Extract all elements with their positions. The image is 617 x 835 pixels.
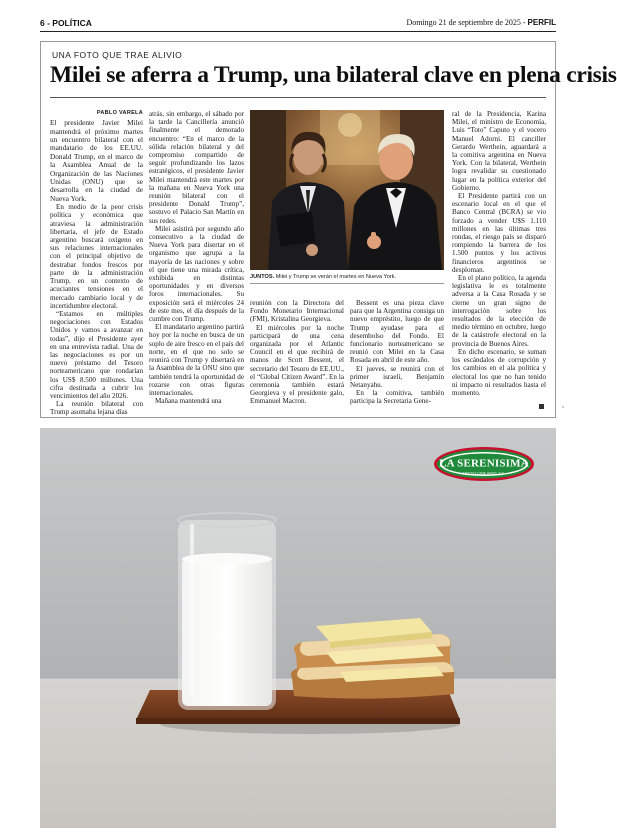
article-column-5	[452, 110, 546, 412]
paragraph: El jueves, se reunirá con el primer israelí, Benjamín Netanyahu.	[350, 364, 444, 390]
headline-divider	[50, 97, 546, 98]
milk-cheese-ad-image	[40, 428, 556, 828]
article-column-4	[350, 299, 444, 411]
caption-text: Milei y Trump se verán el martes en Nueva York.	[274, 274, 397, 280]
paragraph: reunión con la Directora del Fondo Monetario Internacional (FMI), Kristalina Georgieva.	[250, 299, 344, 324]
advertisement[interactable]	[40, 428, 556, 828]
paragraph: En medio de la peor crisis política y económica que atraviesa la administración libertaria, el jefe de Estado argentino buscará oxígeno en sus relaciones internacionales con el principal objetivo de destrabar fondos frescos por parte de la administración Trump, en un contexto de acuciantes tensiones en el mercado cambiario local y de incertidumbre electoral.	[50, 203, 143, 310]
date-text: Domingo 21 de septiembre de 2025 -	[406, 18, 526, 27]
paragraph: El Presidente partirá con un escenario local en el que el Banco Central (BCRA) se vio forzado a vender U$S 1.110 millones en las últimas tres rondas, el riesgo país se disparó rompiendo la barrera de los 1.500 puntos y los activos financieros argentinos se desploman.	[452, 192, 546, 274]
end-of-article-mark	[539, 404, 544, 409]
byline: PABLO VARELA	[96, 110, 143, 116]
article-column-3	[250, 299, 344, 411]
caption-divider	[250, 283, 444, 284]
paragraph: ral de la Presidencia, Karina Milei, el ministro de Economía, Luis “Toto” Caputo y el vocero Manuel Adorni. El canciller Gerardo Werthein, aguardará a la comitiva argentina en Nueva York. Con la bilateral, Werthein logra revalidar su cuestionado lugar en la política exterior del Gobierno.	[452, 110, 546, 192]
paragraph: El mandatario argentino partirá hoy por la noche en busca de un soplo de aire fresco en el país del norte, en el que no solo se reunirá con Trump y disertará en la Asamblea de la ONU sino que también tendrá la oportunidad de rozarse con otras figuras internacionales.	[149, 323, 244, 397]
section-label: 6 - POLÍTICA	[40, 18, 92, 28]
newspaper-name: PERFIL	[527, 18, 556, 27]
milei-trump-photo	[250, 110, 444, 270]
news-photo	[250, 110, 444, 270]
paragraph: En dicho escenario, se suman los escándalos de corrupción y los cambios en el ala política y electoral los que no han tenido ni impacto ni resultados hasta el momento.	[452, 347, 546, 397]
caption-lead: JUNTOS.	[250, 274, 275, 280]
brand-name: LA SERENISIMA	[439, 457, 529, 470]
paragraph: En el plano político, la agenda legislativa le es totalmente adversa a la Casa Rosada y se cierne un gran signo de interrogación sobre los resultados de la elección de medio término en octubre, luego de la catástrofe electoral en la provincia de Buenos Aires.	[452, 274, 546, 348]
header-divider	[40, 31, 556, 32]
margin-dot	[562, 406, 564, 408]
paragraph: El miércoles por la noche participará de una cena organizada por el Atlantic Council en el que recibirá de manos de Scott Bessent, el secretario del Tesoro de EE.UU., el “Global Citizen Award”. En la ceremonia también estará Georgieva y el presidente galo, Emmanuel Macron.	[250, 323, 344, 406]
paragraph: Mañana mantendrá una	[155, 397, 222, 406]
photo-caption	[250, 274, 444, 280]
brand-subtitle: MASTELLONE HNOS. S.A.	[463, 471, 505, 476]
article-column-2	[149, 110, 244, 410]
paragraph: Milei asistirá por segundo año consecutivo a la ciudad de Nueva York para disertar en el organismo que agrupa a la mayoría de las naciones y sobre el que tiene una mirada crítica, exhibida en distintas oportunidades y en diversos foros internacionales. Su exposición será el miércoles 24 de este mes, el día después de la cumbre con Trump.	[149, 224, 244, 324]
paragraph: “Estamos en múltiples negociaciones con Estados Unidos y vamos a avanzar en todas”, dijo el Presidente ayer en una entrevista radial. Una de las negociaciones es por un nuevo préstamo del Tesoro norteamericano que rondarían los US$ 8.500 millones. Una cifra destinada a cubrir los vencimientos del año 2026.	[50, 309, 143, 400]
paragraph: atrás, sin embargo, el sábado por la tarde la Cancillería anunció finalmente el demorado encuentro: “En el marco de la sólida relación bilateral y del compromiso compartido de seguir profundizando los lazos estratégicos, el presidente Javier Milei mantendrá este martes por la mañana en Nueva York una reunión bilateral con el presidente Donald Trump”, sostuvo el Palacio San Martín en sus redes.	[149, 110, 244, 225]
article-column-1	[50, 109, 143, 417]
brand-logo-graphic	[433, 446, 535, 482]
la-serenisima-logo	[433, 446, 535, 482]
article-kicker: UNA FOTO QUE TRAE ALIVIO	[52, 50, 183, 60]
paragraph: Bessent es una pieza clave para que la Argentina consiga un nuevo empréstito, luego de que Trump ayudase para el desembolso del Fondo. El funcionario norteamericano se reunió con Milei en la Casa Rosada en abril de este año.	[350, 299, 444, 365]
issue-date	[406, 18, 556, 27]
article-headline: Milei se aferra a Trump, una bilateral clave en plena crisis	[50, 62, 617, 88]
paragraph: En la comitiva, también participa la Secretaria Gene-	[350, 389, 444, 406]
paragraph: La reunión bilateral con Trump asomaba lejana días	[50, 400, 143, 417]
paragraph: El presidente Javier Milei mantendrá el próximo martes un encuentro bilateral con el mandatario de los EE.UU. Donald Trump, en el marco de la Asamblea Anual de la Organización de las Naciones Unidas (ONU) que se desarrolla en la ciudad de Nueva York.	[50, 118, 143, 203]
page-header	[40, 18, 556, 32]
